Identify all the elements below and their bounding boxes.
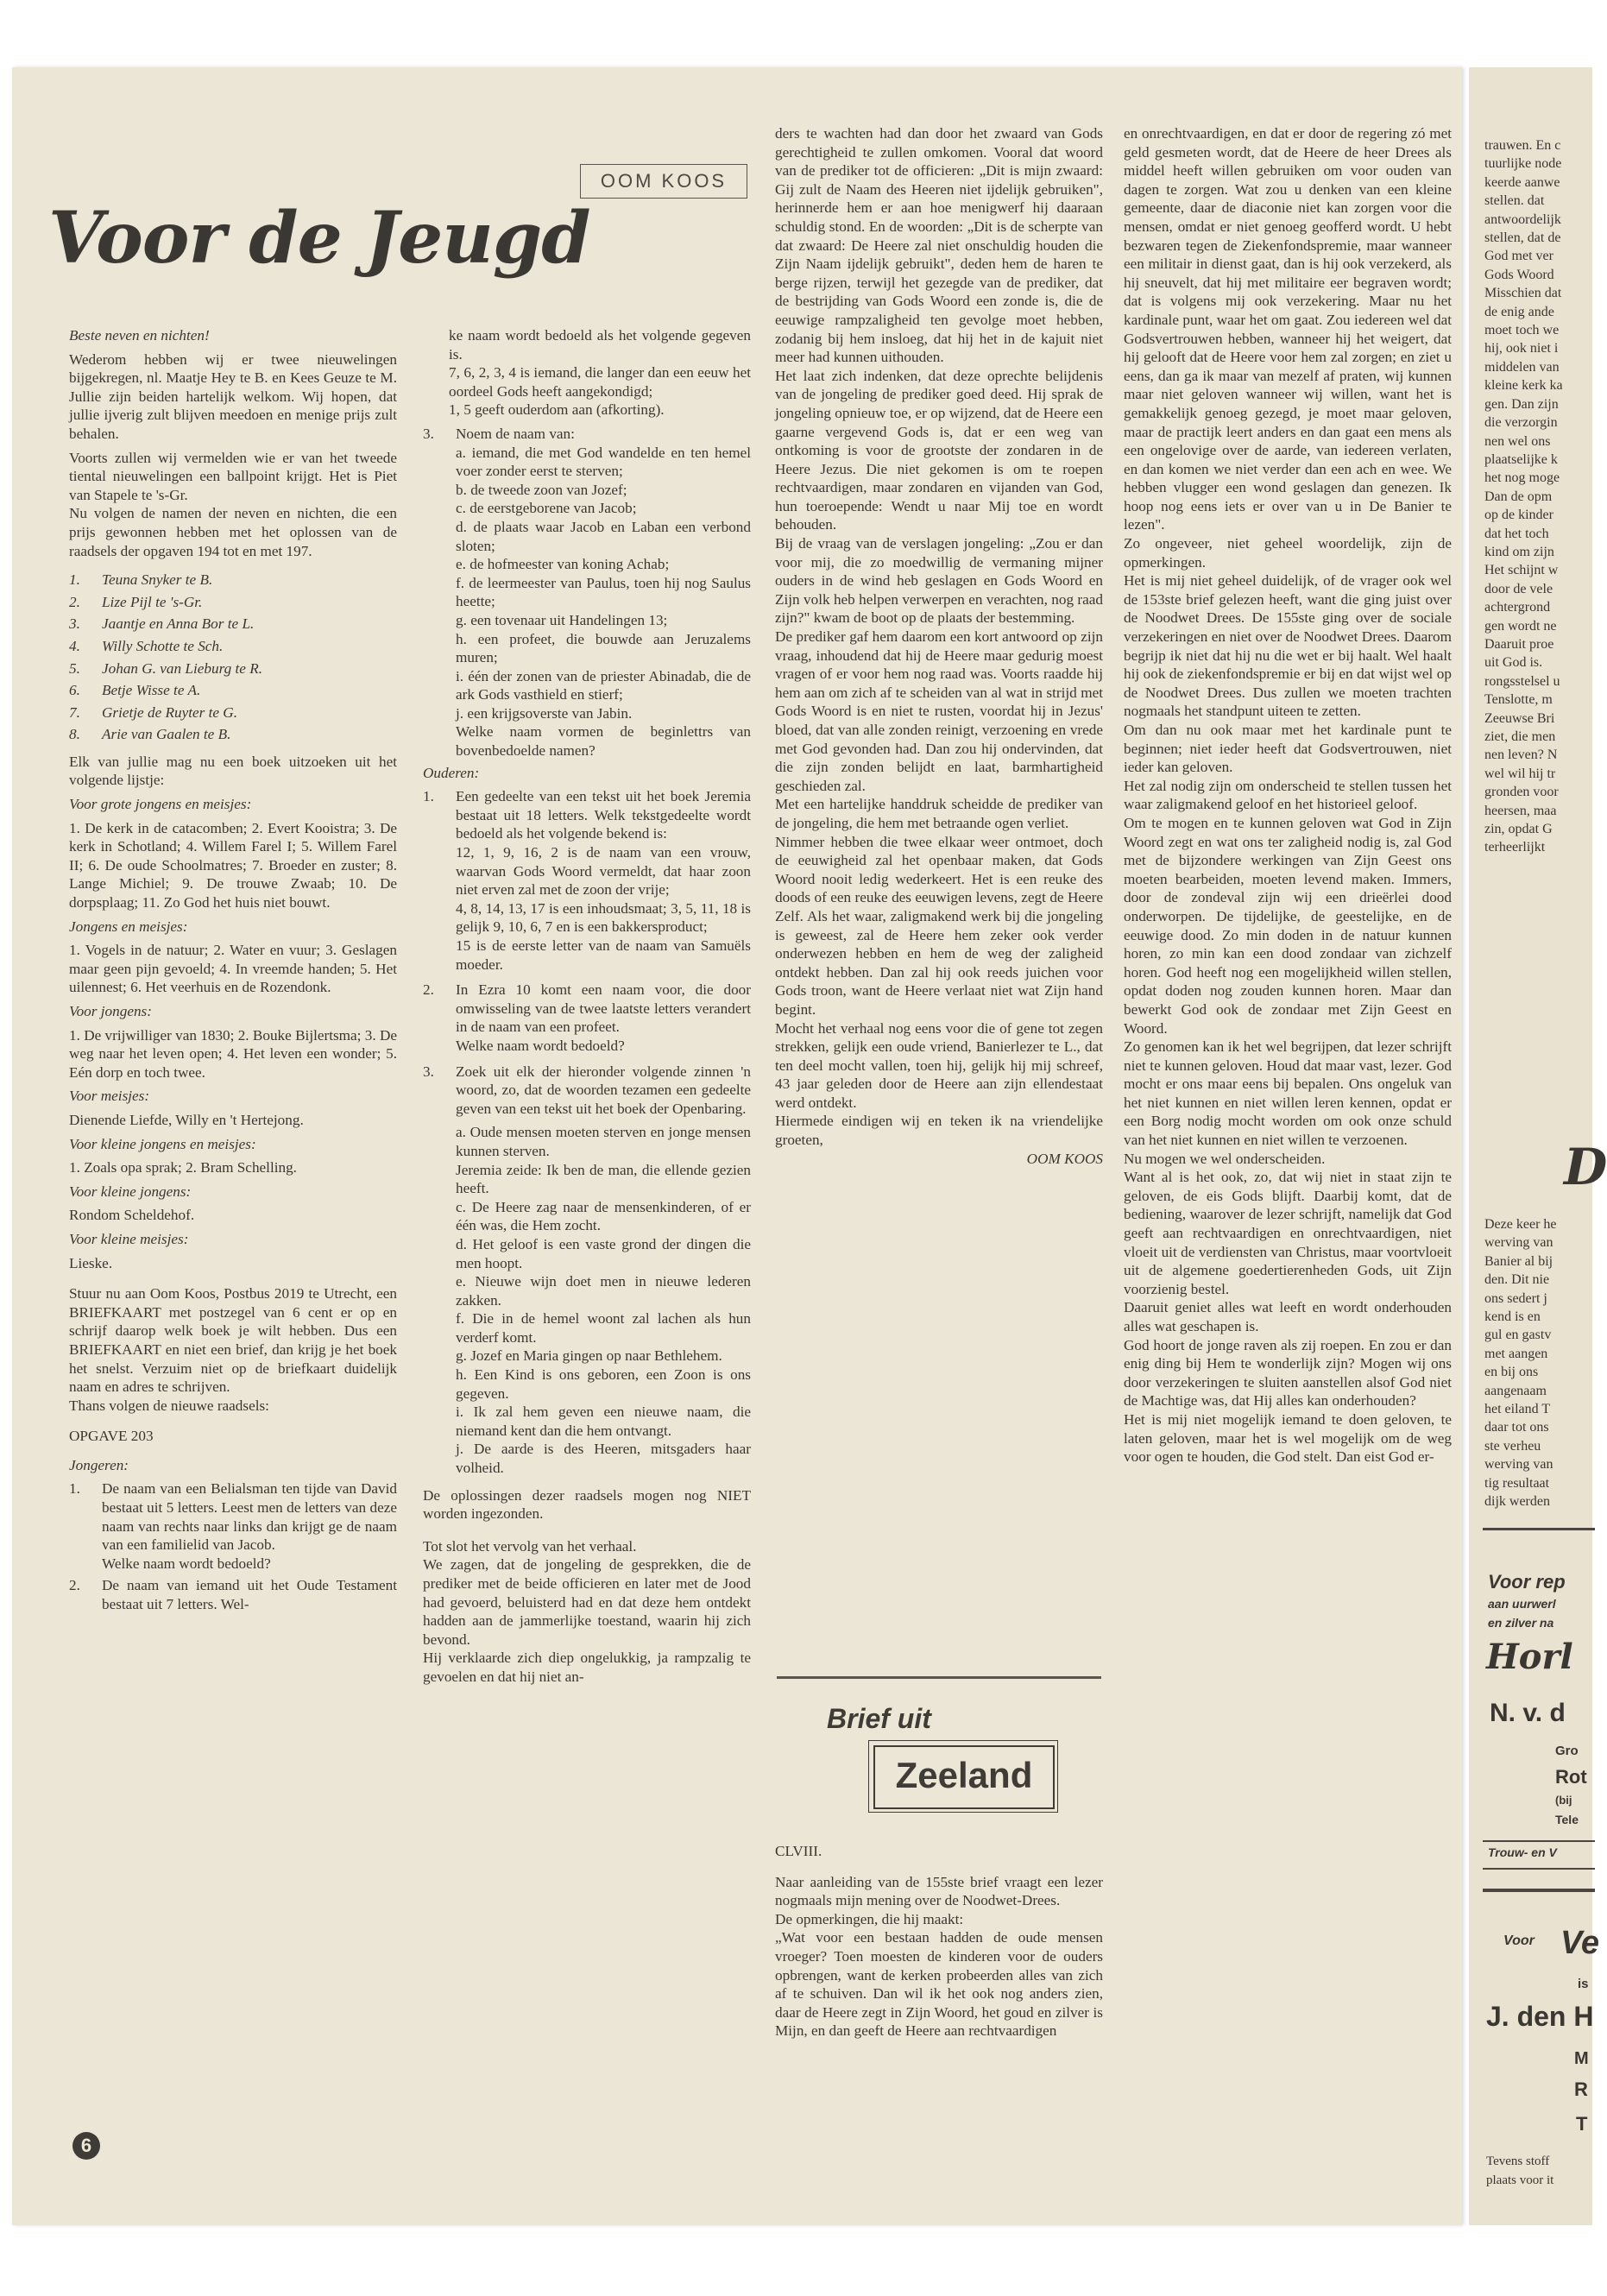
- text-line: gen. Dan zijn: [1484, 396, 1559, 412]
- big-initial: D: [1564, 1138, 1607, 1196]
- text-line: met aangen: [1484, 1346, 1548, 1361]
- paragraph: We zagen, dat de jongeling de gesprekken, die de prediker met de beide officieren en later met de Jood had gevoerd, beluisterd had en dat deze hem ontdekt hadden aan de jammerlijke toestand, waarin hij zich bevond.: [423, 1556, 751, 1648]
- paragraph: Wederom hebben wij er twee nieuwelingen bijgekregen, nl. Maatje Hey te B. en Kees Geuze te M. Jullie zijn beiden hartelijk welkom. Wij hopen, dat jullie ijverig zult blijven meedoen en menige prijs zult behalen.: [69, 350, 397, 442]
- paragraph: en onrechtvaardigen, en dat er door de regering zó met geld gesmeten wordt, dat de Heere de heer Drees als middel heeft willen gebruiken om voor ouden van dagen te zorgen. Wat zou u denken van een kleine gemeente, daar de diaconie niet kan zorgen voor die mensen, omdat er niet genoeg geofferd wordt. U hebt bezwaren tegen de Ziekenfondspremie, maar wanneer een militair in dienst gaat, dan is hij ook verzekerd, als hij sneuvelt, dat hij met militaire eer begraven wordt; dat is volgens mij ook verzekering. Maar nu het kardinale punt, waar het om gaat. Zou iedereen wel dat Godsvertrouwen hebben, wanneer hij het weigert, dat hij gelooft dat de Heere voor hem zal zorgen; en ziet u eens, dan ga ik maar van mezelf af praten, wij kunnen maar niet geloven wanneer wij willen, want het is gemakkelijk genoeg gezegd, je moet maar geloven, maar de practijk leert anders en dan gaat een mens als een ongelovige over de aarde, van iedereen verlaten, en dan komen we niet verder dan een ach en wee. We hebben vlugger een wond geslagen dan genezen. Ik hoop nog eens iets er over van u in De Banier te lezen".: [1124, 125, 1452, 533]
- book-list: 1. Vogels in de natuur; 2. Water en vuur; 3. Geslagen maar geen pijn gevoeld; 4. In vreemde handen; 5. Het uilennest; 6. Het veerhuis en de Rozendonk.: [69, 942, 397, 996]
- column-1: [69, 326, 397, 1618]
- text-line: b. de tweede zoon van Jozef;: [456, 481, 627, 498]
- paragraph: Mocht het verhaal nog eens voor die of gene tot zegen strekken, gelijk een oude vriend, Banierlezer te L., dat ten deel mocht vallen, toen hij, gelijk hij mij schreef, 43 jaar geleden door de Heere aan zijn ellendestaat werd ontdekt.: [775, 1019, 1103, 1111]
- book-list: Lieske.: [69, 1254, 113, 1271]
- ad-text: Trouw- en V: [1488, 1845, 1557, 1859]
- text-line: kleine kerk ka: [1484, 378, 1563, 394]
- question-list: [423, 425, 751, 760]
- text-line: zin, opdat G: [1484, 822, 1553, 837]
- paragraph: Daaruit geniet alles wat leeft en wordt onderhouden alles wat geschapen is.: [1124, 1299, 1452, 1334]
- signature: OOM KOOS: [1026, 1150, 1103, 1167]
- winner-item: 4. Willy Schotte te Sch.: [69, 637, 224, 654]
- text-line: door de vele: [1484, 581, 1553, 596]
- text-line: Deze keer he: [1484, 1217, 1557, 1232]
- text-line: plaatselijke k: [1484, 451, 1558, 467]
- ad-text: is: [1578, 1977, 1589, 1991]
- text-line: Dan de opm: [1484, 489, 1553, 504]
- winner-item: 6. Betje Wisse te A.: [69, 682, 201, 699]
- zeeland-heading: Zeeland: [873, 1745, 1055, 1809]
- text-line: tuurlijke node: [1484, 156, 1562, 172]
- column-3-lower: [775, 1842, 1103, 2046]
- text-line: gul en gastv: [1484, 1328, 1552, 1343]
- opgave-heading: OPGAVE 203: [69, 1428, 154, 1445]
- text-line: e. Nieuwe wijn doet men in nieuwe lederen zakken.: [456, 1273, 751, 1309]
- brief-heading: Brief uit: [827, 1703, 931, 1734]
- text-line: het nog moge: [1484, 470, 1560, 486]
- question-list: [423, 787, 751, 1477]
- paragraph: Nu volgen de namen der neven en nichten, die een prijs gewonnen hebben met het oplossen van de raadsels der opgaven 194 tot en met 197.: [69, 505, 397, 559]
- paragraph: De opmerkingen, die hij maakt:: [775, 1910, 964, 1927]
- list-heading: Voor meisjes:: [69, 1088, 150, 1105]
- paragraph: Want al is het ook, zo, dat wij niet in staat zijn te geloven, de eis Gods blijft. Daarbij komt, dat de bediening, waarover de lezer schrijft, namelijk dat God geeft aan rechtvaardigen en onrechtvaardigen, niet vloeit uit de verdiensten van Christus, maar voortvloeit uit de algemene goedertierenheden Gods, uit Zijn voorzienig bestel.: [1124, 1169, 1452, 1297]
- paragraph: Om te mogen en te kunnen geloven wat God in Zijn Woord zegt en wat ons ter zaligheid nodig is, zal God met de bijzondere werkingen van Zijn Geest ons moeten bearbeiden, moeten levend maken. Immers, door de zondeval zijn wij een drieërlei dood onderworpen. De tijdelijke, de geestelijke, en de eeuwige dood. Zo min doden in de natuur kunnen horen, zo min kan een dood zondaar van zichzelf horen. God heeft nog een mogelijkheid willen stellen, opdat doden nog zouden kunnen horen. Maar dan bewerkt God ook de zondaar met Zijn Geest en Woord.: [1124, 814, 1452, 1037]
- text-line: antwoordelijk: [1484, 211, 1561, 227]
- text-line: j. De aarde is des Heeren, mitsgaders haar volheid.: [456, 1441, 751, 1477]
- text-line: wel wil hij tr: [1484, 766, 1556, 781]
- paragraph: Het is mij niet mogelijk iemand te doen geloven, te laten geloven, maar het is wel mogelijk om de weg voor ogen te houden, die God stelt. Dan eist God er-: [1124, 1410, 1452, 1466]
- text-line: keerde aanwe: [1484, 174, 1560, 190]
- text-line: werving van: [1484, 1457, 1553, 1473]
- text-line: i. Ik zal hem geven een nieuwe naam, die niemand kent dan die hem ontvangt.: [456, 1403, 751, 1439]
- text-line: achtergrond: [1484, 600, 1551, 615]
- ad-text: (bij: [1555, 1794, 1572, 1807]
- text-line: i. één der zonen van de priester Abinadab, die de ark Gods vasthield en stierf;: [456, 667, 751, 703]
- winner-item: 1. Teuna Snyker te B.: [69, 571, 213, 589]
- text-line: g. Jozef en Maria gingen op naar Bethlehem.: [456, 1347, 722, 1365]
- text-line: ons sedert j: [1484, 1290, 1547, 1306]
- author-box: OOM KOOS: [580, 164, 747, 199]
- paragraph: Naar aanleiding van de 155ste brief vraagt een lezer nogmaals mijn mening over de Noodwet-Drees.: [775, 1873, 1103, 1909]
- list-heading: Jongeren:: [69, 1456, 129, 1473]
- text-line: kind om zijn: [1484, 544, 1554, 559]
- text-line: g. een tovenaar uit Handelingen 13;: [456, 611, 668, 628]
- winners-list: [69, 571, 397, 744]
- ad-text: R: [1574, 2078, 1588, 2100]
- text-line: het eiland T: [1484, 1402, 1551, 1417]
- text-line: h. een profeet, die bouwde aan Jeruzalems muren;: [456, 630, 751, 666]
- paragraph: Voorts zullen wij vermelden wie er van het tweede tiental nieuwelingen een ballpoint krijgt. Het is Piet van Stapele te 's-Gr.: [69, 449, 397, 503]
- text-line: ste verheu: [1484, 1438, 1541, 1454]
- section-divider: [777, 1676, 1101, 1679]
- paragraph: Elk van jullie mag nu een boek uitzoeken uit het volgende lijstje:: [69, 753, 397, 789]
- list-item: 1. De naam van een Belialsman ten tijde van David bestaat uit 5 letters. Leest men de letters van deze naam van rechts naar links dan krijgt ge de naam van een familielid van Jacob. Welke naam wordt bedoeld?: [69, 1480, 397, 1572]
- ad-text: T: [1576, 2113, 1588, 2135]
- text-line: aangenaam: [1484, 1383, 1547, 1398]
- next-page-fragment: [1469, 67, 1607, 2225]
- list-heading: Jongens en meisjes:: [69, 918, 188, 935]
- text-line: die verzorgin: [1484, 415, 1558, 431]
- paragraph: De prediker gaf hem daarom een kort antwoord op zijn vraag, inhoudend dat hij de Heere maar gedurig moest vragen of er voor hem nog raad was. Voorts raadde hij hem aan om zich af te scheiden van al wat in strijd met Gods Woord is en niet te rusten, voordat hij in Jezus' bloed, dat van alle zonden reinigt, verzoening en vrede met God gevonden had. Dan zou hij ondervinden, dat die zijn zonden belijdt en laat, barmhartigheid geschieden zal.: [775, 628, 1103, 794]
- paragraph: Het zal nodig zijn om onderscheid te stellen tussen het waar zaligmakend geloof en het historieel geloof.: [1124, 777, 1452, 813]
- list-heading: Ouderen:: [423, 764, 480, 781]
- text-line: c. De Heere zag naar de mensenkinderen, of er één was, die Hem zocht.: [456, 1198, 751, 1234]
- list-heading: Voor kleine meisjes:: [69, 1230, 189, 1247]
- paragraph: Thans volgen de nieuwe raadsels:: [69, 1397, 269, 1414]
- text-line: tig resultaat: [1484, 1475, 1550, 1491]
- text-line: nen wel ons: [1484, 433, 1551, 449]
- next-page-text: [1484, 136, 1563, 857]
- text-line: d. de plaats waar Jacob en Laban een verbond sloten;: [456, 518, 751, 554]
- text-line: Jeremia zeide: Ik ben de man, die ellende gezien heeft.: [456, 1161, 751, 1197]
- ad-text: Ve: [1560, 1925, 1600, 1961]
- paragraph: Hiermede eindigen wij en teken ik na vriendelijke groeten,: [775, 1113, 1103, 1149]
- paragraph: Stuur nu aan Oom Koos, Postbus 2019 te Utrecht, een BRIEFKAART met postzegel van 6 cent er op en schrijf daarop welk boek je wilt hebben. Dus een BRIEFKAART en niet een brief, dan krijg je het boek het snelst. Verzuim niet op de briefkaart duidelijk naam en adres te schrijven.: [69, 1285, 397, 1396]
- paragraph: Hij verklaarde zich diep ongelukkig, ja rampzalig te gevoelen en dat hij niet an-: [423, 1649, 751, 1685]
- text-line: uit God is.: [1484, 655, 1543, 671]
- text-line: den. Dit nie: [1484, 1272, 1550, 1288]
- text-line: Misschien dat: [1484, 286, 1562, 301]
- book-list: 1. De kerk in de catacomben; 2. Evert Kooistra; 3. De kerk in Schotland; 4. Willem Farel I; 5. Willem Farel II; 6. De oude Schoolmatres; 7. Broeder en zuster; 8. Lange Michiel; 9. De trouwe Zwaab; 10. De dorpsplaag; 11. Zo God het huis niet bouwt.: [69, 819, 397, 911]
- ad-logo: Horl: [1486, 1637, 1573, 1677]
- paragraph: Tot slot het vervolg van het verhaal.: [423, 1537, 637, 1555]
- winner-item: 3. Jaantje en Anna Bor te L.: [69, 615, 255, 633]
- paragraph: God hoort de jonge raven als zij roepen. En zou er dan enig ding bij Hem te wonderlijk zijn? Mogen wij ons door verzekeringen te sluiten aanstellen alsof God niet de Machtige was, dat Hij alles kan onderhouden?: [1124, 1336, 1452, 1410]
- paragraph: 7, 6, 2, 3, 4 is iemand, die langer dan een eeuw het oordeel Gods heeft aangekondigd;: [449, 364, 751, 400]
- list-heading: Voor jongens:: [69, 1003, 152, 1019]
- ad-text: aan uurwerl: [1488, 1597, 1556, 1611]
- text-line: a. iemand, die met God wandelde en ten hemel voer zonder eerst te sterven;: [456, 444, 751, 480]
- paragraph: Met een hartelijke handdruk scheidde de prediker van de jongeling, die hem met betraande ogen verliet.: [775, 796, 1103, 831]
- question-list: [69, 1479, 397, 1613]
- text-line: ziet, die men: [1484, 729, 1556, 744]
- text-line: stellen. dat: [1484, 193, 1545, 209]
- greeting: Beste neven en nichten!: [69, 327, 210, 344]
- text-line: gronden voor: [1484, 785, 1559, 800]
- text-line: kend is en: [1484, 1309, 1541, 1325]
- text-line: f. Die in de hemel woont zal lachen als hun verderf komt.: [456, 1310, 751, 1346]
- paragraph: Het laat zich indenken, dat deze oprechte belijdenis van de jongeling de prediker goed deed. Hij sprak de jongeling opnieuw toe, er op wijzend, dat de Heere een gaarne vergevend Gods is, dat er een weg van ontkoming is voor de grootste der zondaren in de Heere Jezus. Die niet gekomen is om te roepen rechtvaardigen, maar zondaren en vijanden van God, hun toeroepende: Wendt u naar Mij toe en wordt behouden.: [775, 367, 1103, 533]
- paragraph: Zo ongeveer, niet geheel woordelijk, zijn de opmerkingen.: [1124, 535, 1452, 571]
- book-list: 1. De vrijwilliger van 1830; 2. Bouke Bijlertsma; 3. De weg naar het leven open; 4. Het leven een wonder; 5. Eén dorp en toch twee.: [69, 1026, 397, 1081]
- ad-text: Gro: [1555, 1744, 1579, 1758]
- list-item: 2. In Ezra 10 komt een naam voor, die door omwisseling van de twee laatste letters verandert in de naam van een profeet. Welke naam wordt bedoeld?: [423, 981, 751, 1054]
- text-line: op de kinder: [1484, 508, 1553, 523]
- paragraph: Zo genomen kan ik het wel begrijpen, dat lezer schrijft niet te kunnen geloven. Houd dat maar vast, lezer. God mocht er ons maar eens bij bepalen. Ons ongeluk van het niet kunnen en niet willen leren kennen, opdat er een Borg nodig mocht worden om ook onze schuld van het niet kunnen en niet willen te verzoenen.: [1124, 1038, 1452, 1149]
- column-3: [775, 124, 1103, 1173]
- ad-text: Rot: [1555, 1766, 1587, 1788]
- text-line: j. een krijgsoverste van Jabin.: [456, 704, 633, 722]
- winner-item: 5. Johan G. van Lieburg te R.: [69, 659, 263, 677]
- book-list: Dienende Liefde, Willy en 't Hertejong.: [69, 1111, 304, 1128]
- ad-text: en zilver na: [1488, 1616, 1554, 1630]
- book-list: Rondom Scheldehof.: [69, 1207, 195, 1224]
- ad-text: Voor: [1503, 1933, 1535, 1948]
- text-line: Tenslotte, m: [1484, 692, 1553, 708]
- ad-divider: [1483, 1528, 1595, 1530]
- text-line: moet toch we: [1484, 323, 1560, 338]
- list-item: 3. Zoek uit elk der hieronder volgende zinnen 'n woord, zo, dat de woorden tezamen een gedeelte geven van een tekst uit het boek der Openbaring. a. Oude mensen moeten sterven en jonge mensen kunnen sterven. Jeremia zeide: Ik ben de man, die ellende gezien heeft. c. De Heere zag naar de mensenkinderen, of er één was, die Hem zocht. d. Het geloof is een vaste grond der dingen die men hoopt. e. Nieuwe wijn doet men in nieuwe lederen zakken. f. Die in de hemel woont zal lachen als hun verderf komt. g. Jozef en Maria gingen op naar Bethlehem. h. Een Kind is ons geboren, een Zoon is ons gegeven. i. Ik zal hem geven een nieuwe naam, die niemand kent dan die hem ontvangt. j. De aarde is des Heeren, mitsgaders haar volheid.: [423, 1063, 751, 1477]
- text-line: en bij ons: [1484, 1365, 1539, 1380]
- paragraph: Om dan nu ook maar met het kardinale punt te beginnen; niet ieder heeft dat Godsvertrouwen, niet ieder kan geloven.: [1124, 722, 1452, 776]
- text-line: stellen, dat de: [1484, 230, 1561, 246]
- column-2: [423, 326, 751, 1692]
- text-line: e. de hofmeester van koning Achab;: [456, 556, 670, 573]
- list-heading: Voor kleine jongens en meisjes:: [69, 1135, 256, 1152]
- list-item: 2. De naam van iemand uit het Oude Testament bestaat uit 7 letters. Wel-: [69, 1577, 397, 1613]
- text-line: hij, ook niet i: [1484, 341, 1559, 356]
- text-line: c. de eerstgeborene van Jacob;: [456, 500, 637, 517]
- text-line: Zeeuwse Bri: [1484, 710, 1555, 726]
- text-line: f. de leermeester van Paulus, toen hij nog Saulus heette;: [456, 574, 751, 610]
- letter-number: CLVIII.: [775, 1843, 822, 1859]
- paragraph: De oplossingen dezer raadsels mogen nog NIET worden ingezonden.: [423, 1486, 751, 1523]
- text-line: Het schijnt w: [1484, 563, 1559, 578]
- text-line: dat het toch: [1484, 526, 1549, 541]
- ad-text: N. v. d: [1490, 1699, 1566, 1727]
- text-line: terheerlijkt: [1484, 840, 1546, 855]
- paragraph: „Wat voor een bestaan hadden de oude mensen vroeger? Toen moesten de kinderen voor de ouders opbrengen, want de kerken probeerden alles van zich af te schuiven. Dan wil ik het ook nog anders zien, daar de Heere zegt in Zijn Woord, het goud en zilver is Mijn, en dan geeft de Heere aan rechtvaardigen: [775, 1929, 1103, 2040]
- paragraph: Nu mogen we wel onderscheiden.: [1124, 1150, 1326, 1167]
- text-line: God met ver: [1484, 249, 1553, 264]
- text-line: d. Het geloof is een vaste grond der dingen die men hoopt.: [456, 1235, 751, 1271]
- list-item: 3. Noem de naam van: a. iemand, die met God wandelde en ten hemel voer zonder eerst te sterven; b. de tweede zoon van Jozef; c. de eerstgeborene van Jacob; d. de plaats waar Jacob en Laban een verbond sloten; e. de hofmeester van koning Achab; f. de leermeester van Paulus, toen hij nog Saulus heette; g. een tovenaar uit Handelingen 13; h. een profeet, die bouwde aan Jeruzalems muren; i. één der zonen van de priester Abinadab, die de ark Gods vasthield en stierf; j. een krijgsoverste van Jabin. Welke naam vormen de beginlettrs van bovenbedoelde namen?: [423, 425, 751, 760]
- winner-item: 7. Grietje de Ruyter te G.: [69, 703, 238, 721]
- book-list: 1. Zoals opa sprak; 2. Bram Schelling.: [69, 1159, 297, 1176]
- text-line: daar tot ons: [1484, 1420, 1549, 1435]
- text-line: Gods Woord: [1484, 267, 1554, 282]
- text-line: a. Oude mensen moeten sterven en jonge mensen kunnen sterven.: [456, 1124, 751, 1159]
- text-line: h. Een Kind is ons geboren, een Zoon is ons gegeven.: [456, 1366, 751, 1402]
- text-line: gen wordt ne: [1484, 618, 1557, 634]
- ad-divider: [1483, 1889, 1595, 1892]
- paragraph: Nimmer hebben die twee elkaar weer ontmoet, doch de eeuwigheid zal het openbaar maken, dat Gods Woord nooit ledig wederkeert. Het is een reuke des doods of een reuke des eeuwigen levens, zegt de Heere Zelf. Als het waar, zaligmakend werk bij die jongeling is geweest, zal de Heere hem zeker ook verder onderwezen hebben en hem de weg der zaligheid ontdekt hebben. Dan zal hij ook reeds juichen voor Gods troon, want de Heere verlaat niet wat Zijn hand begint.: [775, 833, 1103, 1018]
- list-heading: Voor grote jongens en meisjes:: [69, 796, 252, 813]
- text-line: heersen, maa: [1484, 803, 1557, 818]
- section-title: Voor de Jeugd: [48, 197, 590, 280]
- text-line: Daaruit proe: [1484, 636, 1554, 652]
- paragraph: ders te wachten had dan door het zwaard van Gods gerechtigheid te zullen omkomen. Vooral dat woord van de prediker tot de officieren: „Dit is mijn zwaard: Gij zult de Naam des Heeren niet ijdelijk gebruiken", herinnerde hem er aan hoe menigwerf hij daaraan schuldig stond. En de woorden: „Dit is de scherpte van dat zwaard: De Heere zal niet onschuldig houden die Zijn Naam ijdelijk gebruikt", deden hem de haren te berge rijzen, terwijl het gezegde van de prediker, dat de bestrijding van Gods Woord een zonde is, die de eeuwige rampzaligheid ten gevolge moet hebben, zodanig bij hem insloeg, dat hij het in de kajuit niet meer had kunnen uithouden.: [775, 125, 1103, 366]
- ad-text: plaats voor it: [1486, 2173, 1554, 2187]
- text-line: de enig ande: [1484, 304, 1554, 319]
- text-line: dijk werden: [1484, 1494, 1550, 1510]
- ad-text: J. den H: [1486, 2001, 1594, 2032]
- paragraph: Bij de vraag van de verslagen jongeling: „Zou er dan voor mij, die zo moedwillig de vermaning mijner ouders in de wind heb geslagen en Gods Woord en Zijn volk heb helpen verwerpen en verachten, nog raad zijn?" kwam de boot op de plaats der bestemming.: [775, 535, 1103, 627]
- list-item: 1. Een gedeelte van een tekst uit het boek Jeremia bestaat uit 18 letters. Welk tekstgedeelte wordt bedoeld als het volgende bekend is: 12, 1, 9, 16, 2 is de naam van een vrouw, waarvan Gods Woord vermeldt, dat haar zoon niet erven zal met de zoon der vrije; 4, 8, 14, 13, 17 is een inhoudsmaat; 3, 5, 11, 18 is gelijk 9, 10, 6, 7 en is een bakkersproduct; 15 is de eerste letter van de naam van Samuëls moeder.: [423, 788, 751, 973]
- ad-text: Tele: [1555, 1813, 1579, 1826]
- text-line: rongsstelsel u: [1484, 673, 1560, 689]
- page-number: 6: [72, 2132, 100, 2160]
- ad-text: Voor rep: [1488, 1571, 1566, 1593]
- ad-text: Tevens stoff: [1486, 2154, 1550, 2168]
- list-heading: Voor kleine jongens:: [69, 1183, 192, 1200]
- text-line: trauwen. En c: [1484, 138, 1561, 153]
- ad-text: M: [1574, 2049, 1589, 2068]
- paragraph: 1, 5 geeft ouderdom aan (afkorting).: [449, 401, 665, 419]
- text-line: Banier al bij: [1484, 1253, 1553, 1269]
- text-line: middelen van: [1484, 359, 1560, 375]
- paragraph: Het is mij niet geheel duidelijk, of de vrager ook wel de 153ste brief gelezen heeft, want die ging juist over de Noodwet Drees. De 155ste ging over de sociale verzekeringen en niet over de Noodwet Drees. Daarom begrijp ik niet dat hij nu die wet er bij haalt. Wel haalt hij ook de ziekenfondspremie er bij en dat wijst wel op de Noodwet Drees. Dus zullen we moeten trachten nogmaals het standpunt uiteen te zetten.: [1124, 572, 1452, 720]
- paragraph: ke naam wordt bedoeld als het volgende gegeven is.: [449, 327, 751, 363]
- text-line: werving van: [1484, 1235, 1553, 1251]
- text-line: nen leven? N: [1484, 747, 1558, 763]
- winner-item: 8. Arie van Gaalen te B.: [69, 726, 231, 743]
- winner-item: 2. Lize Pijl te 's-Gr.: [69, 593, 203, 610]
- column-4: [1124, 124, 1452, 1467]
- next-page-text-2: [1484, 1215, 1557, 1511]
